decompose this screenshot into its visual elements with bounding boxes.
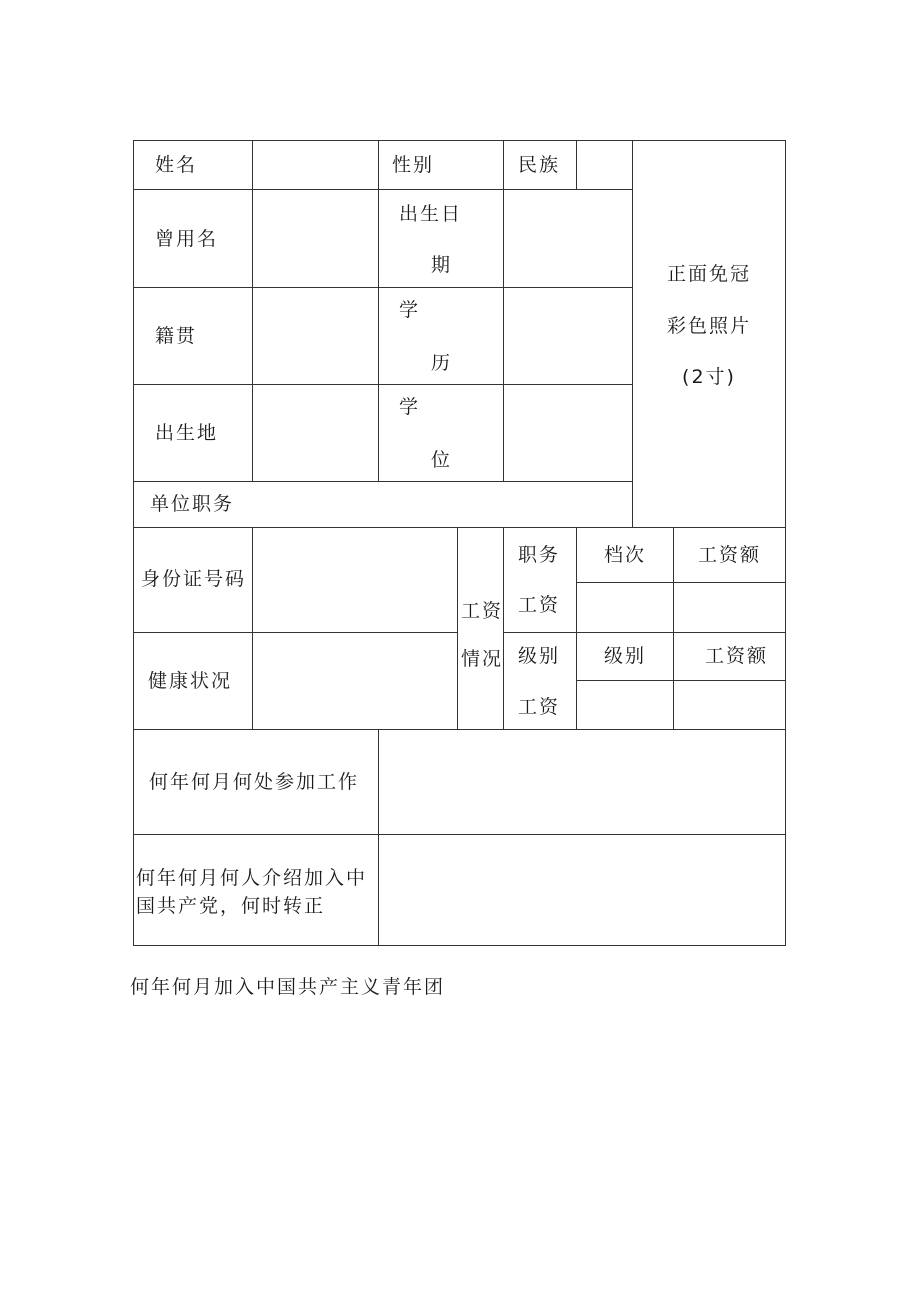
ethnicity-label: 民族: [518, 154, 561, 176]
photo-instruction-line-2: 彩色照片: [666, 315, 751, 337]
health-label: 健康状况: [148, 670, 233, 692]
education-label-cont: 历: [431, 352, 453, 374]
birth-date-label: 出生日: [399, 203, 463, 225]
col-line: [457, 527, 458, 730]
row-line: [133, 729, 786, 730]
salary-amount-header-2: 工资额: [704, 645, 768, 667]
row-line: [503, 632, 786, 633]
degree-label: 学: [399, 396, 421, 418]
level-salary-label: 级别: [518, 645, 561, 667]
degree-label-cont: 位: [431, 449, 453, 471]
row-line: [133, 527, 786, 528]
row-line: [576, 582, 786, 583]
native-place-label: 籍贯: [155, 325, 198, 347]
row-line: [133, 384, 633, 385]
grade-header: 档次: [603, 544, 646, 566]
position-salary-label-cont: 工资: [518, 594, 561, 616]
id-number-label: 身份证号码: [141, 568, 247, 590]
photo-instruction-line-3: (2寸): [682, 366, 736, 388]
col-line: [503, 527, 504, 730]
gender-label: 性别: [392, 154, 435, 176]
education-label: 学: [399, 299, 421, 321]
col-line: [378, 140, 379, 482]
row-line: [133, 834, 786, 835]
col-line: [378, 729, 379, 946]
party-join-label-cont: 国共产党，何时转正: [136, 895, 326, 917]
table-border-left: [133, 140, 134, 946]
row-line: [133, 481, 633, 482]
former-name-label: 曾用名: [155, 228, 219, 250]
col-line: [576, 140, 577, 190]
work-start-label: 何年何月何处参加工作: [149, 771, 360, 793]
unit-position-label: 单位职务: [150, 493, 235, 515]
birthplace-label: 出生地: [155, 422, 219, 444]
salary-amount-header: 工资额: [697, 544, 761, 566]
table-border-right: [785, 140, 786, 946]
name-label: 姓名: [155, 154, 198, 176]
level-header: 级别: [603, 645, 646, 667]
col-line: [503, 140, 504, 482]
salary-situation-label: 工资: [461, 600, 504, 622]
table-border-top: [133, 140, 786, 141]
col-line: [252, 527, 253, 730]
salary-situation-label-cont: 情况: [461, 648, 504, 670]
party-join-label: 何年何月何人介绍加入中: [136, 867, 368, 889]
table-border-bottom: [133, 945, 786, 946]
position-salary-label: 职务: [518, 544, 561, 566]
photo-instruction-line-1: 正面免冠: [666, 263, 751, 285]
row-line: [133, 189, 633, 190]
birth-date-label-cont: 期: [431, 254, 453, 276]
row-line: [133, 632, 457, 633]
col-line: [252, 140, 253, 482]
level-salary-label-cont: 工资: [518, 696, 561, 718]
league-join-label: 何年何月加入中国共产主义青年团: [130, 976, 446, 998]
row-line: [133, 287, 633, 288]
row-line: [576, 680, 786, 681]
